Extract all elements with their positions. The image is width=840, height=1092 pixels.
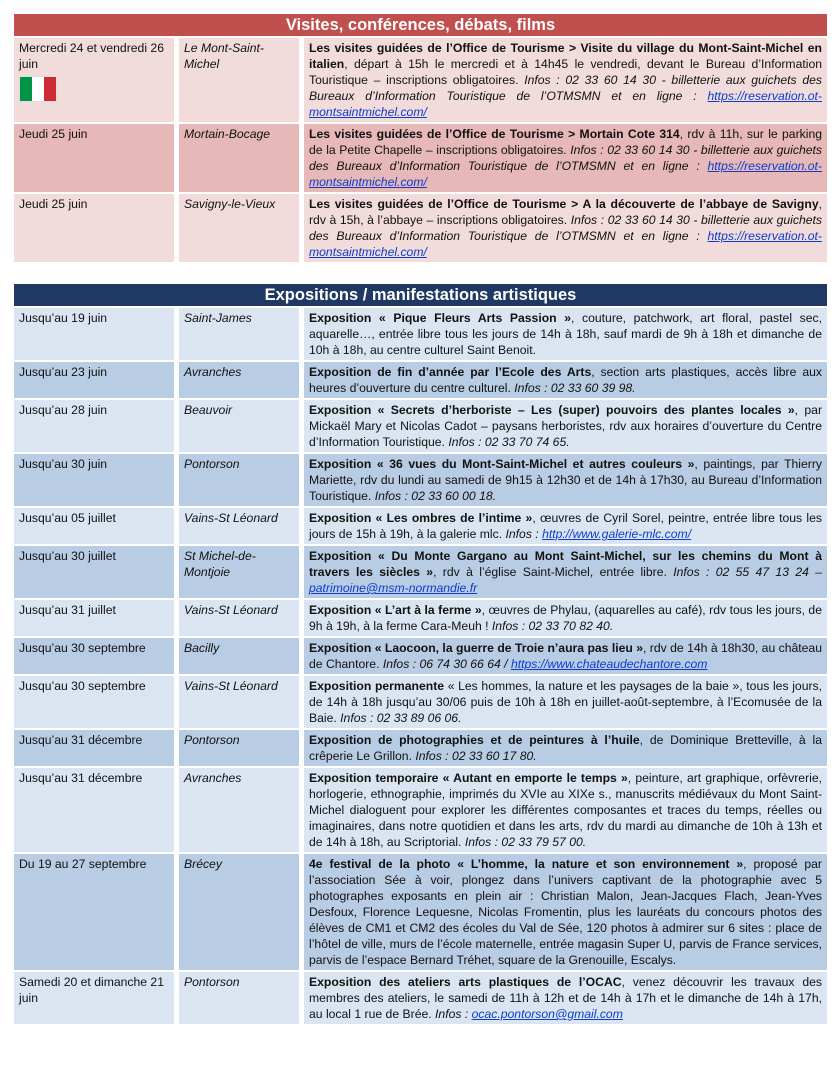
event-date-text: Mercredi 24 et vendredi 26 juin: [19, 41, 164, 71]
event-date: [14, 454, 174, 506]
table-row: [14, 454, 827, 506]
event-link[interactable]: patrimoine@msm-normandie.fr: [309, 581, 478, 595]
event-description: [304, 972, 827, 1024]
event-place: St Michel-de-Montjoie: [179, 546, 299, 598]
event-title: Exposition « Les ombres de l’intime »: [309, 511, 533, 525]
event-title: Les visites guidées de l’Office de Tourisme > Visite du village du Mont-Saint-Michel en italien: [309, 41, 822, 71]
event-date: [14, 508, 174, 544]
event-description: [304, 768, 827, 852]
event-date-text: Jusqu’au 31 décembre: [19, 771, 143, 785]
event-place: Pontorson: [179, 730, 299, 766]
event-place: Le Mont-Saint-Michel: [179, 38, 299, 122]
event-infos: Infos : 02 33 60 17 80.: [415, 749, 537, 763]
event-title: Exposition « Laocoon, la guerre de Troie n’aura pas lieu »: [309, 641, 644, 655]
event-place: Vains-St Léonard: [179, 676, 299, 728]
event-title: Exposition « L’art à la ferme »: [309, 603, 482, 617]
event-title: Exposition « Du Monte Gargano au Mont Saint-Michel, sur les chemins du Mont à travers les siècles »: [309, 549, 822, 579]
event-date-text: Samedi 20 et dimanche 21 juin: [19, 975, 164, 1005]
table-row: [14, 546, 827, 598]
event-place: Pontorson: [179, 454, 299, 506]
event-link[interactable]: https://www.chateaudechantore.com: [510, 657, 708, 671]
event-place: Avranches: [179, 768, 299, 852]
event-title: Les visites guidées de l’Office de Tourisme > Mortain Cote 314: [309, 127, 680, 141]
event-title: Exposition permanente: [309, 679, 445, 693]
event-details: , rdv de 14h à 18h30, au château de Chantore.: [309, 641, 822, 671]
event-date: [14, 362, 174, 398]
event-description: [304, 854, 827, 970]
event-infos: Infos : 02 33 60 14 30 - billetterie aux guichets des Bureaux d’Information Touristique de l’OTMSMN et en ligne :: [309, 213, 822, 243]
italian-flag-icon: [19, 76, 57, 102]
section-title: Visites, conférences, débats, films: [14, 14, 827, 36]
event-place: Avranches: [179, 362, 299, 398]
event-details: , rdv à 15h, à l’abbaye – inscriptions obligatoires.: [309, 197, 822, 227]
event-description: [304, 38, 827, 122]
event-link[interactable]: https://reservation.ot-montsaintmichel.com/: [309, 159, 822, 189]
event-description: [304, 400, 827, 452]
event-details: , de Dominique Bretteville, à la crêperie Le Grillon.: [309, 733, 822, 763]
event-details: , par Mickaël Mary et Nicolas Cadot – paysans herboristes, rdv aux horaires d’ouverture du Centre d’Information Touristique.: [309, 403, 823, 449]
table-row: [14, 400, 827, 452]
event-date-text: Jusqu’au 30 septembre: [19, 641, 146, 655]
event-description: [304, 508, 827, 544]
event-details: , rdv à 11h, sur le parking de la Petite Chapelle – inscriptions obligatoires.: [309, 127, 822, 157]
event-date: [14, 124, 174, 192]
section-visits: [14, 14, 827, 264]
event-date: [14, 308, 174, 360]
event-date-text: Du 19 au 27 septembre: [19, 857, 147, 871]
event-date: [14, 194, 174, 262]
event-infos: Infos : 02 33 60 39 98.: [514, 381, 636, 395]
table-row: [14, 194, 827, 262]
table-row: [14, 972, 827, 1024]
event-place: Beauvoir: [179, 400, 299, 452]
table-row: [14, 508, 827, 544]
event-date: [14, 676, 174, 728]
event-date-text: Jusqu’au 23 juin: [19, 365, 108, 379]
event-title: Exposition « 36 vues du Mont-Saint-Michel et autres couleurs »: [309, 457, 695, 471]
event-infos: Infos : 02 33 70 74 65.: [448, 435, 570, 449]
section-title: Expositions / manifestations artistiques: [14, 284, 827, 306]
event-details: , venez découvrir les travaux des membres des ateliers, le samedi de 11h à 12h et de 14h à 17h et le dimanche de 14h à 17h, au local 1 rue de Brée.: [309, 975, 823, 1021]
event-details: , paintings, par Thierry Mariette, rdv du lundi au samedi de 9h15 à 12h30 et de 14h à 17h30, au Bureau d’Information Touristique.: [309, 457, 823, 503]
event-date: [14, 768, 174, 852]
event-title: Exposition de photographies et de peintures à l’huile: [309, 733, 640, 747]
event-title: Exposition « Pique Fleurs Arts Passion »: [309, 311, 572, 325]
event-link[interactable]: https://reservation.ot-montsaintmichel.com/: [309, 229, 822, 259]
event-title: Exposition temporaire « Autant en emporte le temps »: [309, 771, 628, 785]
event-details: , œuvres de Cyril Sorel, peintre, entrée libre tous les jours de 15h à 19h, à la galerie mlc.: [309, 511, 822, 541]
table-row: [14, 638, 827, 674]
event-link[interactable]: ocac.pontorson@gmail.com: [471, 1007, 623, 1021]
table-row: [14, 308, 827, 360]
section-exhibitions: [14, 284, 827, 1026]
event-link[interactable]: https://reservation.ot-montsaintmichel.com/: [309, 89, 822, 119]
table-row: [14, 600, 827, 636]
event-date-text: Jusqu’au 05 juillet: [19, 511, 116, 525]
event-description: [304, 546, 827, 598]
event-place: Vains-St Léonard: [179, 508, 299, 544]
event-description: [304, 362, 827, 398]
event-details: , peinture, art graphique, orfèvrerie, horlogerie, ethnographie, imprimés du XVIe au XIXe s., manuscrits médiévaux du Mont Saint-Michel dialoguent pour explorer les différentes composantes et traces du temps, réelles ou imaginaires, dans notre quotidien et dans les arts, rdv du mardi au dimanche de 10h à 13h et de 14h à 18h, au Scriptorial.: [309, 771, 822, 849]
event-title: Exposition des ateliers arts plastiques de l’OCAC: [309, 975, 622, 989]
event-date: [14, 638, 174, 674]
event-description: [304, 676, 827, 728]
table-row: [14, 730, 827, 766]
event-description: [304, 124, 827, 192]
event-description: [304, 308, 827, 360]
event-date-text: Jusqu’au 19 juin: [19, 311, 108, 325]
event-description: [304, 730, 827, 766]
event-date-text: Jusqu’au 30 juin: [19, 457, 108, 471]
event-infos: Infos : 02 55 47 13 24 –: [673, 565, 822, 579]
event-date: [14, 400, 174, 452]
table-row: [14, 676, 827, 728]
event-date: [14, 730, 174, 766]
event-date-text: Jusqu’au 28 juin: [19, 403, 108, 417]
event-date: [14, 972, 174, 1024]
event-infos: Infos : 02 33 60 14 30 - billetterie aux guichets des Bureaux d’Information Touristique de l’OTMSMN et en ligne :: [309, 73, 822, 103]
event-infos: Infos :: [435, 1007, 472, 1021]
event-description: [304, 194, 827, 262]
event-title: 4e festival de la photo « L’homme, la nature et son environnement »: [309, 857, 744, 871]
event-place: Vains-St Léonard: [179, 600, 299, 636]
event-date-text: Jeudi 25 juin: [19, 197, 88, 211]
event-infos: Infos : 02 33 79 57 00.: [464, 835, 587, 849]
table-row: [14, 124, 827, 192]
event-place: Bacilly: [179, 638, 299, 674]
event-infos: Infos :: [505, 527, 543, 541]
events-table: [14, 36, 827, 264]
event-infos: Infos : 02 33 89 06 06.: [340, 711, 462, 725]
event-date-text: Jeudi 25 juin: [19, 127, 88, 141]
event-details: , rdv à l’église Saint-Michel, entrée libre.: [433, 565, 674, 579]
event-description: [304, 600, 827, 636]
event-title: Les visites guidées de l’Office de Tourisme > A la découverte de l’abbaye de Savigny: [309, 197, 819, 211]
event-place: Pontorson: [179, 972, 299, 1024]
event-details: « Les hommes, la nature et les paysages de la baie », tous les jours, de 14h à 18h jusqu’au 30/06 puis de 10h à 18h en juillet-août-septembre, à l’Ecomusée de la Baie.: [309, 679, 823, 725]
event-date: [14, 38, 174, 122]
event-description: [304, 454, 827, 506]
event-place: Brécey: [179, 854, 299, 970]
events-table: [14, 306, 827, 1026]
event-place: Savigny-le-Vieux: [179, 194, 299, 262]
event-date-text: Jusqu’au 30 juillet: [19, 549, 116, 563]
event-date-text: Jusqu’au 31 décembre: [19, 733, 143, 747]
event-infos: Infos : 06 74 30 66 64 /: [382, 657, 511, 671]
table-row: [14, 768, 827, 852]
event-date: [14, 546, 174, 598]
event-details: , couture, patchwork, art floral, pastel sec, aquarelle…, entrée libre tous les jours de 14h à 18h, sauf mardi de 9h à 18h et dimanche de 10h à 18h, au centre culturel Saint Benoit.: [309, 311, 822, 357]
table-row: [14, 38, 827, 122]
event-details: , section arts plastiques, accès libre aux heures d’ouverture du centre culturel.: [309, 365, 822, 395]
event-details: , départ à 15h le mercredi et à 14h45 le vendredi, devant le Bureau d’Information Touristique – inscriptions obligatoires.: [309, 57, 822, 87]
event-title: Exposition de fin d’année par l’Ecole des Arts: [309, 365, 592, 379]
event-link[interactable]: http://www.galerie-mlc.com/: [542, 527, 692, 541]
event-details: , proposé par l’association Sée à voir, plongez dans l’univers captivant de la photographie avec 5 photographes exposants en plein air : Christian Malon, Jean-Jacques Flach, Jean-Yves Desfoux, Florence Lequesne, Nicolas Fromentin, plus les lauréats du concours photos des élèves de CM1 et CM2 des écoles du Val de Sée, 120 photos à admirer sur 6 sites : place de l’hôtel de ville, murs de l’école maternelle, entrée magasin Super U, parvis de France services, parvis de l’espace Bernard Tréhet, square de la Grenouille, Escalys.: [309, 857, 822, 967]
event-description: [304, 638, 827, 674]
event-infos: Infos : 02 33 60 14 30 - billetterie aux guichets des Bureaux d’Information Touristique de l’OTMSMN et en ligne :: [309, 143, 822, 173]
event-date: [14, 854, 174, 970]
event-title: Exposition « Secrets d’herboriste – Les (super) pouvoirs des plantes locales »: [309, 403, 795, 417]
table-row: [14, 854, 827, 970]
event-details: , œuvres de Phylau, (aquarelles au café), rdv tous les jours, de 9h à 19h, à la ferme Cara-Meuh !: [309, 603, 822, 633]
event-infos: Infos : 02 33 70 82 40.: [491, 619, 614, 633]
event-date-text: Jusqu’au 31 juillet: [19, 603, 116, 617]
event-date-text: Jusqu’au 30 septembre: [19, 679, 146, 693]
event-date: [14, 600, 174, 636]
table-row: [14, 362, 827, 398]
event-infos: Infos : 02 33 60 00 18.: [374, 489, 497, 503]
event-place: Saint-James: [179, 308, 299, 360]
event-place: Mortain-Bocage: [179, 124, 299, 192]
